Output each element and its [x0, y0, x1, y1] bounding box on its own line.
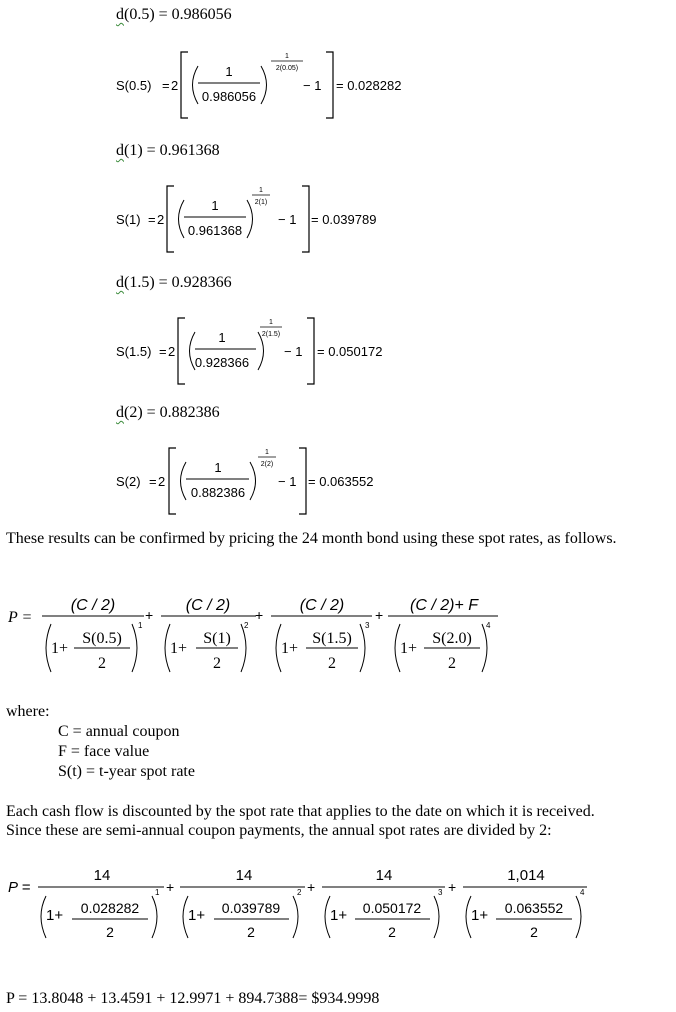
discount-factor-value: 0.986056 [201, 89, 257, 104]
svg-text:1: 1 [214, 460, 222, 475]
svg-text:=: = [148, 212, 156, 227]
svg-text:(C / 2): (C / 2) [299, 597, 345, 614]
confirmation-paragraph: These results can be confirmed by pricing the 24 month bond using these spot rates, as follows. [6, 530, 617, 547]
svg-text:14: 14 [375, 867, 393, 884]
discount-factor-line: d(1.5) = 0.928366 [116, 274, 232, 291]
svg-text:2: 2 [247, 924, 255, 940]
svg-text:1: 1 [155, 888, 160, 897]
numeric-pricing-formula [4, 858, 594, 948]
svg-text:1+: 1+ [188, 907, 206, 924]
svg-text:14: 14 [93, 867, 111, 884]
svg-text:(C / 2): (C / 2) [70, 597, 116, 614]
svg-text:2: 2 [171, 78, 179, 93]
svg-text:+: + [375, 607, 384, 623]
svg-text:1+: 1+ [281, 640, 299, 657]
discount-factor-line: d(2) = 0.882386 [116, 404, 220, 421]
svg-text:0.028282: 0.028282 [80, 900, 140, 916]
svg-text:− 1: − 1 [284, 344, 303, 359]
svg-text:=: = [162, 78, 170, 93]
svg-text:− 1: − 1 [278, 212, 297, 227]
svg-text:1+: 1+ [330, 907, 348, 924]
svg-text:2: 2 [530, 924, 538, 940]
svg-text:2: 2 [158, 474, 166, 489]
svg-text:2(0.05): 2(0.05) [275, 65, 299, 72]
svg-text:S(1.5): S(1.5) [312, 630, 352, 647]
svg-text:S(1): S(1) [203, 630, 231, 647]
svg-text:1: 1 [265, 449, 269, 456]
svg-text:2: 2 [244, 621, 249, 630]
discount-factor-value: 0.928366 [194, 355, 250, 370]
numeric-term-4 [463, 867, 587, 940]
legend-item-face-value: F = face value [58, 743, 150, 760]
svg-text:4: 4 [580, 888, 585, 897]
bond-pricing-formula [4, 586, 504, 682]
svg-text:+: + [145, 607, 154, 623]
svg-text:2: 2 [98, 655, 106, 672]
spot-rate-result: = 0.028282 [336, 78, 402, 93]
spot-rate-result: = 0.050172 [317, 344, 383, 359]
svg-text:2: 2 [213, 655, 221, 672]
legend-item-spot-rate: S(t) = t-year spot rate [58, 763, 195, 780]
svg-text:1: 1 [225, 64, 233, 79]
svg-text:=: = [159, 344, 167, 359]
svg-text:2: 2 [106, 924, 114, 940]
svg-text:1,014: 1,014 [507, 867, 545, 884]
svg-text:2: 2 [168, 344, 176, 359]
svg-text:2(2): 2(2) [260, 461, 274, 468]
svg-text:2(1.5): 2(1.5) [261, 331, 281, 338]
discount-factor-line: d(0.5) = 0.986056 [116, 6, 232, 23]
svg-text:1+: 1+ [471, 907, 489, 924]
svg-text:3: 3 [438, 888, 443, 897]
spot-rate-label: S(1) [116, 212, 141, 227]
svg-text:1+: 1+ [46, 907, 64, 924]
numeric-term-1 [38, 867, 164, 940]
spot-rate-result: = 0.063552 [308, 474, 374, 489]
formula-term-1 [42, 597, 144, 672]
svg-text:14: 14 [235, 867, 253, 884]
formula-lhs: P = [8, 609, 33, 626]
svg-text:0.063552: 0.063552 [504, 900, 564, 916]
svg-text:1: 1 [269, 319, 273, 326]
numeric-term-2 [180, 867, 305, 940]
svg-text:1: 1 [211, 198, 219, 213]
svg-text:2: 2 [388, 924, 396, 940]
discount-explanation-line-2: Since these are semi-annual coupon payments, the annual spot rates are divided by 2: [6, 822, 552, 839]
svg-text:1: 1 [285, 53, 289, 60]
numeric-lhs: P = [8, 879, 31, 896]
svg-text:+: + [448, 879, 457, 895]
legend-item-coupon: C = annual coupon [58, 723, 180, 740]
formula-term-3 [271, 597, 372, 672]
numeric-term-3 [322, 867, 445, 940]
svg-text:0.039789: 0.039789 [221, 900, 281, 916]
svg-text:1+: 1+ [170, 640, 188, 657]
svg-text:2: 2 [448, 655, 456, 672]
svg-text:2: 2 [157, 212, 165, 227]
svg-text:1: 1 [259, 187, 263, 194]
svg-text:− 1: − 1 [303, 78, 322, 93]
discount-factor-value: 0.961368 [187, 223, 243, 238]
discount-explanation-line-1: Each cash flow is discounted by the spot rate that applies to the date on which it is received. [6, 803, 595, 820]
discount-factor-value: 0.882386 [190, 485, 246, 500]
svg-text:+: + [307, 879, 316, 895]
spot-rate-result: = 0.039789 [311, 212, 377, 227]
spot-rate-equation [114, 442, 424, 520]
svg-text:− 1: − 1 [278, 474, 297, 489]
svg-text:+: + [166, 879, 175, 895]
spot-rate-equation [114, 46, 424, 124]
svg-text:1: 1 [218, 330, 226, 345]
formula-term-2 [161, 597, 256, 672]
formula-term-4 [388, 597, 498, 672]
svg-text:1+: 1+ [400, 640, 418, 657]
svg-text:4: 4 [486, 621, 491, 630]
svg-text:(C / 2)+ F: (C / 2)+ F [409, 597, 479, 614]
spot-rate-label: S(2) [116, 474, 141, 489]
spot-rate-label: S(0.5) [116, 78, 152, 93]
svg-text:2: 2 [297, 888, 302, 897]
svg-text:3: 3 [365, 621, 370, 630]
svg-text:2: 2 [328, 655, 336, 672]
svg-text:2(1): 2(1) [254, 199, 268, 206]
svg-text:S(2.0): S(2.0) [432, 630, 472, 647]
svg-text:1+: 1+ [51, 640, 69, 657]
svg-text:0.050172: 0.050172 [362, 900, 422, 916]
where-label: where: [6, 703, 50, 720]
spot-rate-label: S(1.5) [116, 344, 152, 359]
svg-text:1: 1 [138, 621, 143, 630]
svg-text:S(0.5): S(0.5) [82, 630, 122, 647]
spot-rate-equation [114, 180, 424, 258]
final-price-line: P = 13.8048 + 13.4591 + 12.9971 + 894.7388= $934.9998 [6, 990, 380, 1007]
svg-text:+: + [255, 607, 264, 623]
spot-rate-equation [114, 312, 424, 390]
svg-text:=: = [149, 474, 157, 489]
discount-factor-line: d(1) = 0.961368 [116, 142, 220, 159]
svg-text:(C / 2): (C / 2) [185, 597, 231, 614]
